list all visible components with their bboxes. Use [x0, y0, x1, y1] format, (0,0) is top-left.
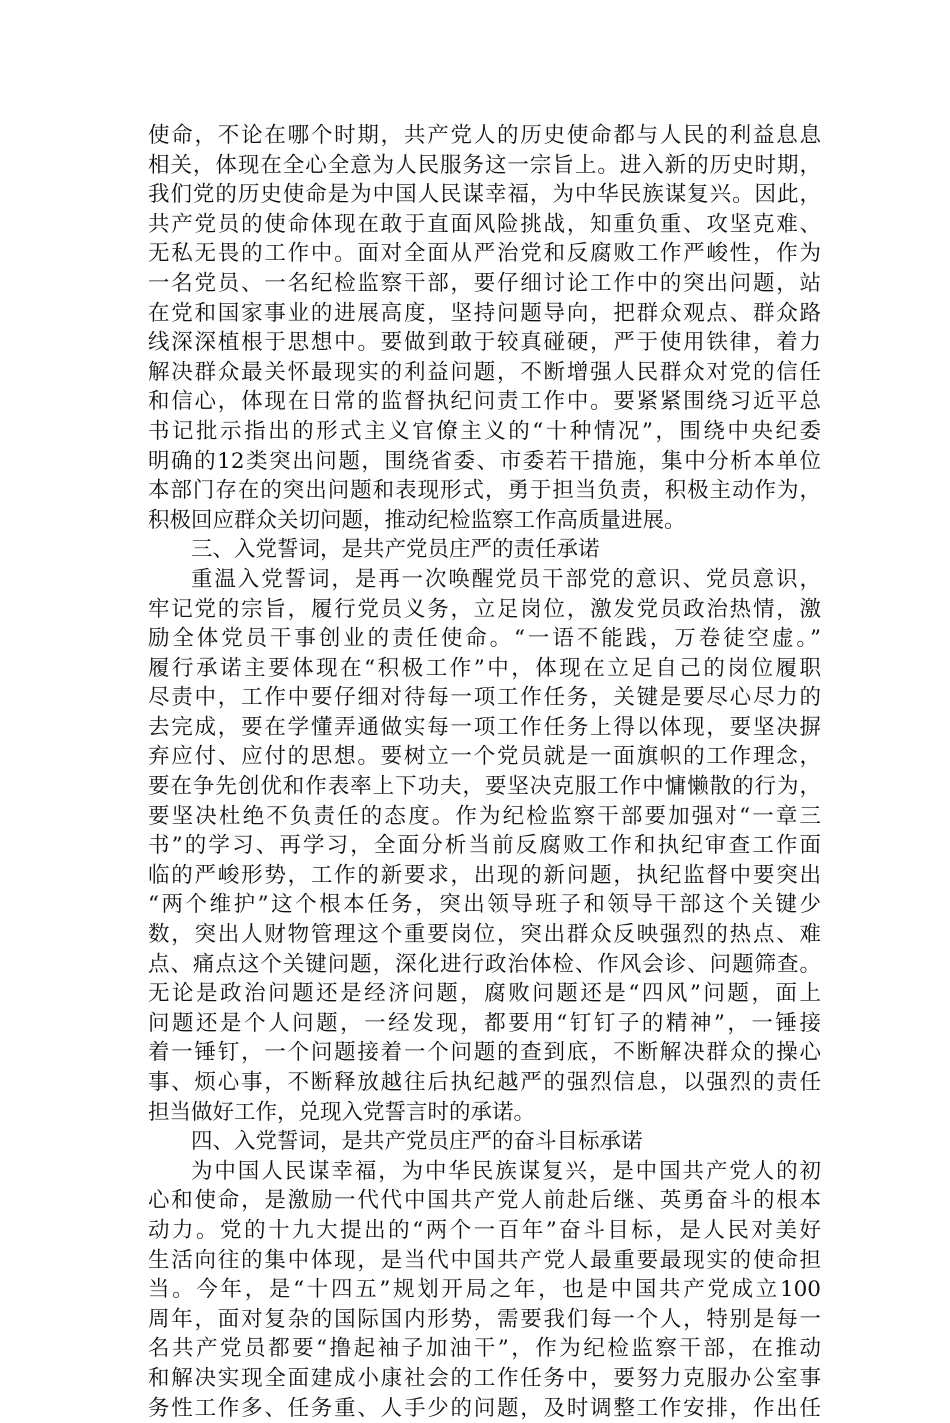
text-line: 问题还是个人问题，一经发现，都要用“钉钉子的精神”，一锤接: [148, 1010, 821, 1036]
text-line: 生活向往的集中体现，是当代中国共产党人最重要最现实的使命担: [148, 1247, 821, 1273]
text-line: 和信心，体现在日常的监督执纪问责工作中。要紧紧围绕习近平总: [148, 389, 821, 415]
text-line: 一名党员、一名纪检监察干部，要仔细讨论工作中的突出问题，站: [148, 270, 821, 296]
text-line: 使命，不论在哪个时期，共产党人的历史使命都与人民的利益息息: [148, 123, 821, 148]
text-line: 心和使命，是激励一代代中国共产党人前赴后继、英勇奋斗的根本: [148, 1188, 821, 1214]
text-line: 我们党的历史使命是为中国人民谋幸福，为中华民族谋复兴。因此，: [148, 182, 821, 208]
text-line: 明确的12类突出问题，围绕省委、市委若干措施，集中分析本单位: [148, 448, 821, 474]
text-line: 事、烦心事，不断释放越往后执纪越严的强烈信息，以强烈的责任: [148, 1070, 821, 1095]
text-line: 尽责中，工作中要仔细对待每一项工作任务，关键是要尽心尽力的: [148, 685, 821, 711]
text-line: 书”的学习、再学习，全面分析当前反腐败工作和执纪审查工作面: [148, 833, 821, 859]
document-body: [148, 121, 821, 1423]
text-line: 牢记党的宗旨，履行党员义务，立足岗位，激发党员政治热情，激: [148, 596, 821, 622]
text-line: 周年，面对复杂的国际国内形势，需要我们每一个人，特别是每一: [148, 1306, 821, 1332]
section-heading: 四、入党誓词，是共产党员庄严的奋斗目标承诺: [191, 1129, 643, 1155]
text-line: 无论是政治问题还是经济问题，腐败问题还是“四风”问题，面上: [148, 981, 821, 1007]
text-line: 弃应付、应付的思想。要树立一个党员就是一面旗帜的工作理念，: [148, 744, 821, 770]
text-line: 共产党员的使命体现在敢于直面风险挑战，知重负重、攻坚克难、: [148, 211, 821, 237]
text-line: 书记批示指出的形式主义官僚主义的“十种情况”，围绕中央纪委: [148, 418, 821, 444]
text-line: 积极回应群众关切问题，推动纪检监察工作高质量进展。: [148, 507, 686, 533]
text-line: 去完成，要在学懂弄通做实每一项工作任务上得以体现，要坚决摒: [148, 714, 821, 740]
text-line: 点、痛点这个关键问题，深化进行政治体检、作风会诊、问题筛查。: [148, 951, 821, 977]
text-line: 解决群众最关怀最现实的利益问题，不断增强人民群众对党的信任: [148, 359, 821, 385]
text-line: 无私无畏的工作中。面对全面从严治党和反腐败工作严峻性，作为: [148, 241, 821, 267]
section-heading: 三、入党誓词，是共产党员庄严的责任承诺: [191, 537, 600, 563]
text-line: 在党和国家事业的进展高度，坚持问题导向，把群众观点、群众路: [148, 300, 821, 326]
text-line: 动力。党的十九大提出的“两个一百年”奋斗目标，是人民对美好: [148, 1217, 821, 1243]
text-line: 线深深植根于思想中。要做到敢于较真碰硬，严于使用铁律，着力: [148, 330, 821, 356]
text-line: 重温入党誓词，是再一次唤醒党员干部党的意识、党员意识，: [191, 566, 821, 592]
text-line: 务性工作多、任务重、人手少的问题，及时调整工作安排，作出任: [148, 1395, 821, 1421]
text-line: 相关，体现在全心全意为人民服务这一宗旨上。进入新的历史时期，: [148, 152, 821, 178]
text-line: 名共产党员都要“撸起袖子加油干”，作为纪检监察干部，在推动: [148, 1336, 821, 1362]
text-line: 励全体党员干事创业的责任使命。“一语不能践，万卷徒空虚。”: [148, 626, 821, 652]
text-line: 着一锤钉，一个问题接着一个问题的查到底，不断解决群众的操心: [148, 1040, 821, 1066]
text-line: 履行承诺主要体现在“积极工作”中，体现在立足自己的岗位履职: [148, 655, 821, 681]
text-line: 数，突出人财物管理这个重要岗位，突出群众反映强烈的热点、难: [148, 922, 821, 948]
text-line: 要坚决杜绝不负责任的态度。作为纪检监察干部要加强对“一章三: [148, 803, 821, 829]
text-line: 担当做好工作，兑现入党誓言时的承诺。: [148, 1099, 536, 1125]
text-line: 和解决实现全面建成小康社会的工作任务中，要努力克服办公室事: [148, 1365, 821, 1391]
text-line: 当。今年，是“十四五”规划开局之年，也是中国共产党成立100: [148, 1277, 821, 1303]
text-line: 要在争先创优和作表率上下功夫，要坚决克服工作中慵懒散的行为，: [148, 774, 821, 800]
text-line: 为中国人民谋幸福，为中华民族谋复兴，是中国共产党人的初: [191, 1158, 821, 1184]
text-line: “两个维护”这个根本任务，突出领导班子和领导干部这个关键少: [148, 892, 821, 918]
text-line: 本部门存在的突出问题和表现形式，勇于担当负责，积极主动作为，: [148, 478, 821, 504]
text-line: 临的严峻形势，工作的新要求，出现的新问题，执纪监督中要突出: [148, 862, 821, 888]
